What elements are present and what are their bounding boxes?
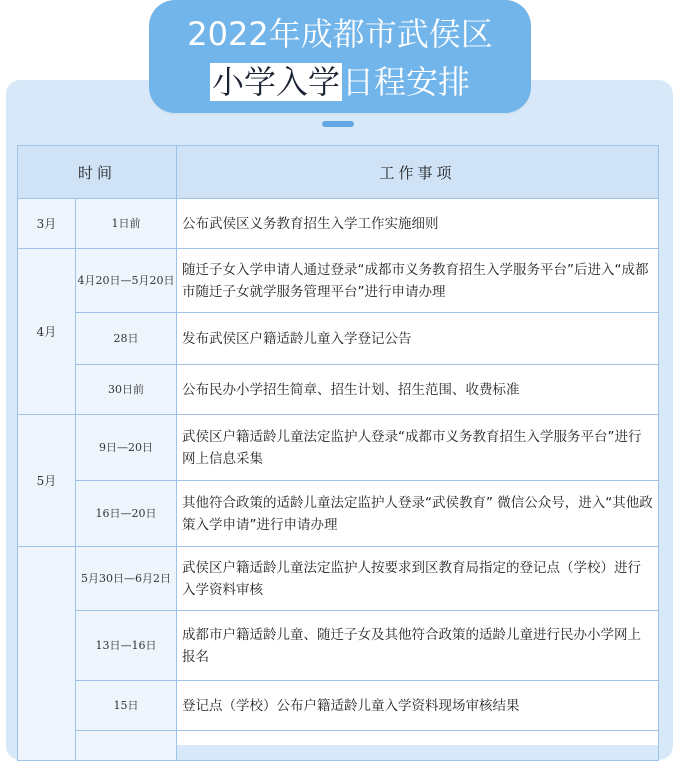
date-cell-empty (76, 731, 177, 761)
month-cell-march: 3月 (18, 199, 76, 249)
title-banner (149, 0, 531, 113)
table-row (18, 547, 659, 611)
date-cell: 28日 (76, 313, 177, 365)
table-row (18, 481, 659, 547)
table-row (18, 199, 659, 249)
task-cell: 登记点（学校）公布户籍适龄儿童入学资料现场审核结果 (177, 681, 659, 731)
title-highlight: 小学入学 (211, 63, 340, 101)
date-cell: 4月20日—5月20日 (76, 249, 177, 313)
task-cell: 武侯区户籍适龄儿童法定监护人登录“成都市义务教育招生入学服务平台”进行网上信息采集 (177, 415, 659, 481)
title-line-2 (149, 62, 531, 102)
date-cell: 15日 (76, 681, 177, 731)
header-time: 时间 (18, 146, 177, 199)
month-cell-april: 4月 (18, 249, 76, 415)
task-cell: 武侯区户籍适龄儿童法定监护人按要求到区教育局指定的登记点（学校）进行入学资料审核 (177, 547, 659, 611)
task-cell: 成都市户籍适龄儿童、随迁子女及其他符合政策的适龄儿童进行民办小学网上报名 (177, 611, 659, 681)
task-cell-empty (177, 731, 659, 761)
task-cell: 随迁子女入学申请人通过登录“成都市义务教育招生入学服务平台”后进入“成都市随迁子女就学服务管理平台”进行申请办理 (177, 249, 659, 313)
title-rest: 日程安排 (342, 63, 471, 101)
table-row (18, 415, 659, 481)
handle-bar (322, 121, 354, 127)
table-row (18, 313, 659, 365)
date-cell: 9日—20日 (76, 415, 177, 481)
date-cell: 16日—20日 (76, 481, 177, 547)
table-row (18, 249, 659, 313)
month-cell-may: 5月 (18, 415, 76, 547)
table-row (18, 365, 659, 415)
date-cell: 1日前 (76, 199, 177, 249)
table-row-partial (18, 731, 659, 761)
schedule-table (17, 145, 659, 761)
date-cell: 13日—16日 (76, 611, 177, 681)
month-cell-june (18, 547, 76, 761)
header-task: 工作事项 (177, 146, 659, 199)
task-cell: 公布民办小学招生简章、招生计划、招生范围、收费标准 (177, 365, 659, 415)
table-header-row (18, 146, 659, 199)
title-line-1: 2022年成都市武侯区 (187, 15, 493, 53)
table-row (18, 611, 659, 681)
table-row (18, 681, 659, 731)
task-cell: 其他符合政策的适龄儿童法定监护人登录“武侯教育” 微信公众号，进入“其他政策入学申请”进行申请办理 (177, 481, 659, 547)
task-cell: 公布武侯区义务教育招生入学工作实施细则 (177, 199, 659, 249)
date-cell: 30日前 (76, 365, 177, 415)
task-cell: 发布武侯区户籍适龄儿童入学登记公告 (177, 313, 659, 365)
date-cell: 5月30日—6月2日 (76, 547, 177, 611)
